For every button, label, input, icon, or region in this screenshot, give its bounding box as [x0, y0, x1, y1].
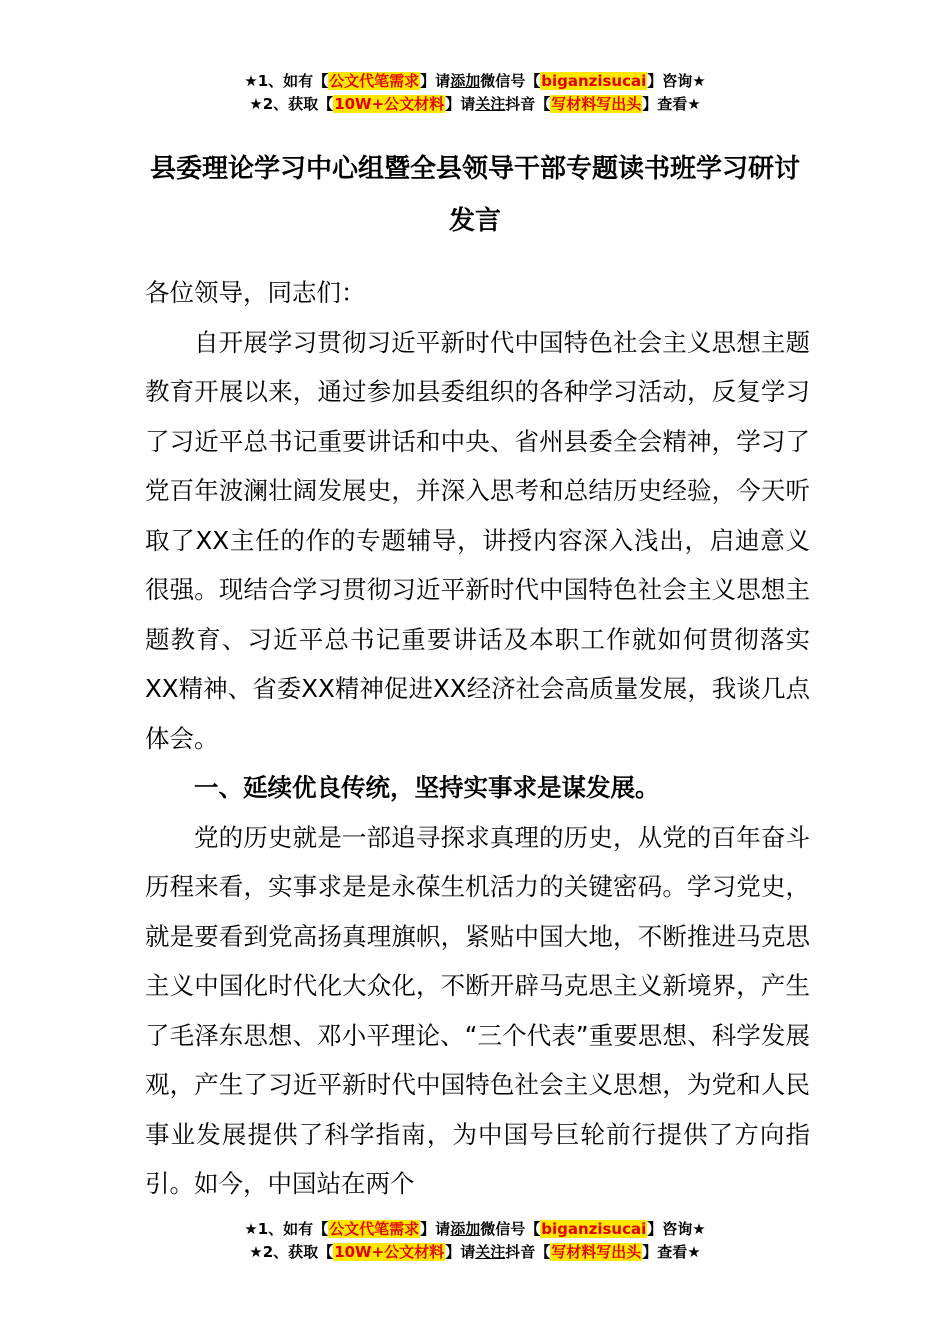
promo-highlight: biganzisucai: [541, 72, 647, 90]
promo-underline: 关注: [475, 95, 506, 113]
promo-banner-bottom: [0, 1218, 950, 1264]
promo-line-1: [0, 1218, 950, 1241]
promo-highlight: 写材料写出头: [551, 1243, 642, 1261]
promo-highlight: 10W+公文材料: [334, 1243, 445, 1261]
document-title: 县委理论学习中心组暨全县领导干部专题读书班学习研讨发言: [149, 154, 800, 236]
promo-underline: 关注: [475, 1243, 506, 1261]
promo-line-1: [0, 70, 950, 93]
promo-text: 】请: [445, 1243, 476, 1261]
promo-line-2: [0, 93, 950, 116]
promo-highlight: biganzisucai: [541, 1220, 647, 1238]
promo-text: ★2、获取【: [249, 1243, 334, 1261]
document-body: [145, 268, 810, 1209]
promo-text: 抖音【: [505, 1243, 551, 1261]
promo-text: ★1、如有【: [244, 1220, 329, 1238]
promo-text: ★1、如有【: [244, 72, 329, 90]
promo-text: 】请: [445, 95, 476, 113]
promo-text: 】请: [420, 1220, 451, 1238]
promo-banner-top: [0, 70, 950, 116]
promo-highlight: 写材料写出头: [551, 95, 642, 113]
promo-underline: 添加: [450, 1220, 481, 1238]
promo-line-2: [0, 1241, 950, 1264]
promo-text: 微信号【: [480, 72, 541, 90]
body-paragraph: 党的历史就是一部追寻探求真理的历史，从党的百年奋斗历程来看，实事求是是永葆生机活力的关键密码。学习党史，就是要看到党高扬真理旗帜，紧贴中国大地，不断推进马克思主义中国化时代化大众化，不断开辟马克思主义新境界，产生了毛泽东思想、邓小平理论、“三个代表”重要思想、科学发展观，产生了习近平新时代中国特色社会主义思想，为党和人民事业发展提供了科学指南，为中国号巨轮前行提供了方向指引。如今，中国站在两个: [145, 822, 810, 1198]
promo-highlight: 10W+公文材料: [334, 95, 445, 113]
promo-text: 】查看★: [642, 1243, 701, 1261]
promo-text: 微信号【: [480, 1220, 541, 1238]
body-paragraph: 自开展学习贯彻习近平新时代中国特色社会主义思想主题教育开展以来，通过参加县委组织的各种学习活动，反复学习了习近平总书记重要讲话和中央、省州县委全会精神，学习了党百年波澜壮阔发展史，并深入思考和总结历史经验，今天听取了XX主任的作的专题辅导，讲授内容深入浅出，启迪意义很强。现结合学习贯彻习近平新时代中国特色社会主义思想主题教育、习近平总书记重要讲话及本职工作就如何贯彻落实XX精神、省委XX精神促进XX经济社会高质量发展，我谈几点体会。: [145, 327, 810, 753]
promo-text: 】咨询★: [647, 1220, 706, 1238]
section-heading: 一、延续优良传统，坚持实事求是谋发展。: [194, 773, 660, 802]
promo-underline: 添加: [450, 72, 481, 90]
promo-text: 】请: [420, 72, 451, 90]
promo-text: 】查看★: [642, 95, 701, 113]
promo-highlight: 公文代笔需求: [329, 1220, 420, 1238]
promo-highlight: 公文代笔需求: [329, 72, 420, 90]
promo-text: 】咨询★: [647, 72, 706, 90]
promo-text: ★2、获取【: [249, 95, 334, 113]
promo-text: 抖音【: [505, 95, 551, 113]
salutation: 各位领导，同志们：: [145, 278, 366, 307]
